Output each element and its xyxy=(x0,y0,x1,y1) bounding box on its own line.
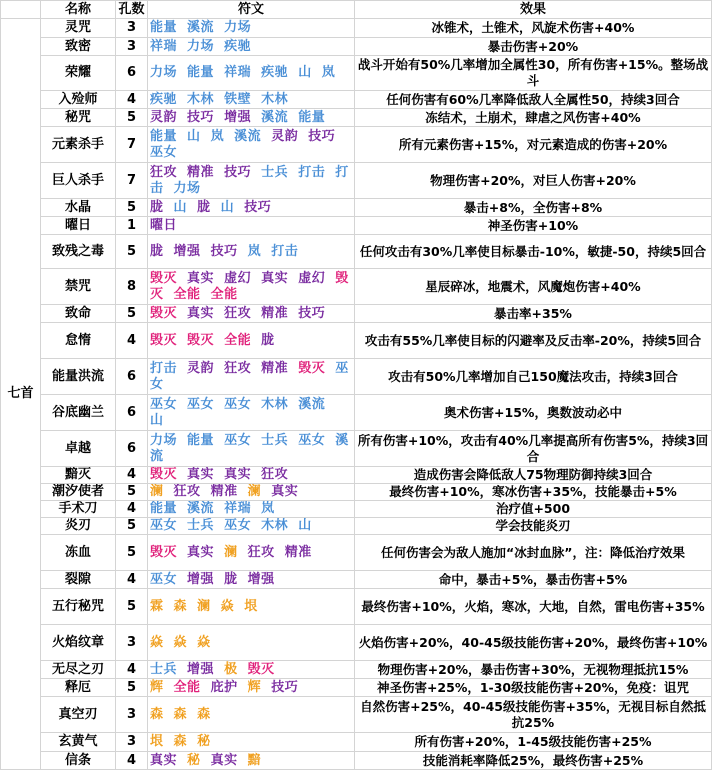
runes-cell xyxy=(148,56,355,91)
rune-word-name: 黯灭 xyxy=(41,467,116,484)
rune-label: 能量 xyxy=(187,432,215,448)
hole-count: 3 xyxy=(116,733,148,752)
rune-label: 全能 xyxy=(210,286,238,302)
runes-cell xyxy=(148,199,355,217)
effect-text: 治疗值+500 xyxy=(355,501,712,518)
runes-cell xyxy=(148,484,355,501)
rune-label: 巫女 xyxy=(150,396,178,412)
hole-count: 3 xyxy=(116,697,148,733)
hole-count: 6 xyxy=(116,395,148,431)
rune-word-name: 卓越 xyxy=(41,431,116,467)
rune-label: 真实 xyxy=(271,484,299,499)
rune-label: 溪流 xyxy=(261,109,289,125)
runes-cell xyxy=(148,305,355,323)
hole-count: 6 xyxy=(116,56,148,91)
rune-label: 巫女 xyxy=(224,396,252,412)
hole-count: 1 xyxy=(116,217,148,235)
rune-word-name: 巨人杀手 xyxy=(41,163,116,199)
rune-word-name: 真空刃 xyxy=(41,697,116,733)
rune-label: 山 xyxy=(150,412,164,428)
rune-label: 狂攻 xyxy=(224,305,252,321)
rune-label: 毁灭 xyxy=(150,305,178,321)
rune-label: 焱 xyxy=(220,598,235,614)
hole-count: 5 xyxy=(116,679,148,697)
rune-label: 能量 xyxy=(187,65,215,80)
runes-cell xyxy=(148,679,355,697)
rune-word-name: 元素杀手 xyxy=(41,127,116,163)
rune-word-name: 秘咒 xyxy=(41,109,116,127)
rune-label: 技巧 xyxy=(298,305,326,321)
runes-cell xyxy=(148,127,355,163)
header-runes: 符文 xyxy=(148,1,355,19)
rune-label: 力场 xyxy=(173,180,201,196)
effect-text: 战斗开始有50%几率增加全属性30，所有伤害+15%。整场战斗 xyxy=(355,56,712,91)
rune-label: 增强 xyxy=(187,571,215,587)
rune-label: 毁灭 xyxy=(298,360,326,376)
rune-word-name: 入殓师 xyxy=(41,91,116,109)
rune-label: 澜 xyxy=(197,598,211,614)
rune-label: 狂攻 xyxy=(224,360,252,376)
rune-label: 巫女 xyxy=(150,518,178,533)
rune-label: 木林 xyxy=(261,518,289,533)
runes-cell xyxy=(148,395,355,431)
rune-word-name: 释厄 xyxy=(41,679,116,697)
hole-count: 4 xyxy=(116,467,148,484)
rune-label: 增强 xyxy=(173,243,201,259)
rune-label: 木林 xyxy=(261,396,289,412)
rune-word-name: 致密 xyxy=(41,38,116,56)
table-row xyxy=(1,91,712,109)
table-row xyxy=(1,395,712,431)
table-row xyxy=(1,127,712,163)
rune-label: 真实 xyxy=(187,467,215,482)
hole-count: 5 xyxy=(116,109,148,127)
rune-label: 毁灭 xyxy=(150,332,178,348)
effect-text: 任何攻击有30%几率使目标暴击-10%，敏捷-50，持续5回合 xyxy=(355,235,712,269)
rune-label: 山 xyxy=(173,199,188,215)
rune-label: 毁灭 xyxy=(150,270,178,286)
runes-cell xyxy=(148,501,355,518)
rune-label: 澜 xyxy=(224,544,238,560)
rune-word-name: 致命 xyxy=(41,305,116,323)
rune-label: 真实 xyxy=(210,752,238,768)
effect-text: 攻击有55%几率使目标的闪避率及反击率-20%，持续5回合 xyxy=(355,323,712,359)
effect-text: 冻结术，土崩术，肆虐之风伤害+40% xyxy=(355,109,712,127)
effect-text: 所有元素伤害+15%，对元素造成的伤害+20% xyxy=(355,127,712,163)
runes-cell xyxy=(148,217,355,235)
rune-label: 澜 xyxy=(150,484,164,499)
runes-cell xyxy=(148,571,355,589)
rune-label: 士兵 xyxy=(261,432,289,448)
table-row xyxy=(1,56,712,91)
rune-label: 溪流 xyxy=(234,128,262,144)
effect-text: 冰锥术，土锥术，风旋术伤害+40% xyxy=(355,19,712,38)
table-row xyxy=(1,679,712,697)
rune-word-name: 灵咒 xyxy=(41,19,116,38)
hole-count: 5 xyxy=(116,518,148,535)
hole-count: 8 xyxy=(116,269,148,305)
hole-count: 4 xyxy=(116,501,148,518)
effect-text: 自然伤害+25%，40-45级技能伤害+35%，无视目标自然抵抗25% xyxy=(355,697,712,733)
table-body xyxy=(1,19,712,770)
rune-word-name: 致残之毒 xyxy=(41,235,116,269)
rune-label: 山 xyxy=(298,518,312,533)
rune-label: 疾驰 xyxy=(150,91,178,107)
header-name: 名称 xyxy=(41,1,116,19)
effect-text: 攻击有50%几率增加自己150魔法攻击，持续3回合 xyxy=(355,359,712,395)
table-row xyxy=(1,431,712,467)
table-row xyxy=(1,199,712,217)
effect-text: 星辰碎冰，地震术，风魔炮伤害+40% xyxy=(355,269,712,305)
table-row xyxy=(1,501,712,518)
rune-label: 全能 xyxy=(173,679,201,695)
rune-label: 巫女 xyxy=(224,518,252,533)
rune-label: 技巧 xyxy=(187,109,215,125)
rune-label: 技巧 xyxy=(244,199,272,215)
rune-label: 真实 xyxy=(187,270,215,286)
runes-cell xyxy=(148,19,355,38)
rune-label: 力场 xyxy=(187,38,215,54)
rune-label: 灵韵 xyxy=(271,128,299,144)
rune-label: 能量 xyxy=(298,109,326,125)
rune-label: 溪流 xyxy=(187,501,215,516)
rune-label: 增强 xyxy=(187,661,215,677)
hole-count: 3 xyxy=(116,625,148,661)
rune-word-name: 冻血 xyxy=(41,535,116,571)
table-row xyxy=(1,697,712,733)
rune-word-name: 玄黄气 xyxy=(41,733,116,752)
rune-label: 巫女 xyxy=(224,432,252,448)
rune-label: 溪流 xyxy=(187,20,215,35)
rune-label: 士兵 xyxy=(187,518,215,533)
effect-text: 神圣伤害+25%，1-30级技能伤害+20%，免疫：诅咒 xyxy=(355,679,712,697)
hole-count: 3 xyxy=(116,38,148,56)
rune-label: 胧 xyxy=(261,332,275,348)
hole-count: 6 xyxy=(116,359,148,395)
rune-label: 木林 xyxy=(261,91,289,107)
rune-label: 真实 xyxy=(150,752,178,768)
rune-label: 焱 xyxy=(150,634,164,650)
rune-label: 虚幻 xyxy=(298,270,326,286)
hole-count: 4 xyxy=(116,752,148,770)
rune-label: 精准 xyxy=(187,164,215,180)
effect-text: 造成伤害会降低敌人75物理防御持续3回合 xyxy=(355,467,712,484)
runes-cell xyxy=(148,752,355,770)
rune-label: 澜 xyxy=(247,484,262,499)
rune-label: 祥瑞 xyxy=(224,65,252,80)
rune-label: 狂攻 xyxy=(261,467,289,482)
effect-text: 火焰伤害+20%，40-45级技能伤害+20%，最终伤害+10% xyxy=(355,625,712,661)
table-row xyxy=(1,625,712,661)
effect-text: 最终伤害+10%，火焰，寒冰，大地，自然，雷电伤害+35% xyxy=(355,589,712,625)
hole-count: 5 xyxy=(116,535,148,571)
rune-word-name: 五行秘咒 xyxy=(41,589,116,625)
rune-label: 精准 xyxy=(284,544,312,560)
runes-cell xyxy=(148,589,355,625)
runes-cell xyxy=(148,697,355,733)
runes-cell xyxy=(148,109,355,127)
rune-label: 灵韵 xyxy=(150,109,178,125)
rune-word-name: 怠惰 xyxy=(41,323,116,359)
rune-label: 垠 xyxy=(150,734,164,749)
rune-label: 山 xyxy=(298,65,312,80)
table-row xyxy=(1,661,712,679)
rune-label: 焱 xyxy=(173,634,188,650)
effect-text: 技能消耗率降低25%，最终伤害+25% xyxy=(355,752,712,770)
effect-text: 暴击+8%，全伤害+8% xyxy=(355,199,712,217)
rune-label: 打击 xyxy=(150,164,349,196)
rune-label: 增强 xyxy=(224,109,252,125)
runes-cell xyxy=(148,431,355,467)
rune-label: 庇护 xyxy=(210,679,238,695)
hole-count: 5 xyxy=(116,235,148,269)
table-row xyxy=(1,305,712,323)
table-row xyxy=(1,518,712,535)
hole-count: 4 xyxy=(116,571,148,589)
rune-word-name: 信条 xyxy=(41,752,116,770)
rune-label: 溪流 xyxy=(150,432,349,464)
rune-label: 力场 xyxy=(150,432,178,448)
rune-word-name: 无尽之刃 xyxy=(41,661,116,679)
rune-label: 能量 xyxy=(150,501,178,516)
effect-text: 神圣伤害+10% xyxy=(355,217,712,235)
rune-word-name: 荣耀 xyxy=(41,56,116,91)
effect-text: 学会技能炎刃 xyxy=(355,518,712,535)
rune-label: 疾驰 xyxy=(261,65,289,80)
rune-label: 森 xyxy=(197,706,211,722)
runes-cell xyxy=(148,535,355,571)
rune-label: 秘 xyxy=(187,752,201,768)
runes-cell xyxy=(148,625,355,661)
hole-count: 7 xyxy=(116,163,148,199)
rune-label: 岚 xyxy=(321,65,336,80)
rune-label: 灵韵 xyxy=(187,360,215,376)
rune-label: 打击 xyxy=(150,360,178,376)
table-row xyxy=(1,109,712,127)
hole-count: 5 xyxy=(116,484,148,501)
rune-label: 胧 xyxy=(224,571,238,587)
rune-word-name: 潮汐使者 xyxy=(41,484,116,501)
effect-text: 暴击伤害+20% xyxy=(355,38,712,56)
rune-label: 巫女 xyxy=(298,432,326,448)
rune-word-name: 水晶 xyxy=(41,199,116,217)
runes-cell xyxy=(148,235,355,269)
rune-label: 狂攻 xyxy=(173,484,201,499)
rune-label: 岚 xyxy=(247,243,262,259)
hole-count: 3 xyxy=(116,19,148,38)
table-row xyxy=(1,484,712,501)
rune-label: 祥瑞 xyxy=(150,38,178,54)
rune-label: 木林 xyxy=(187,91,215,107)
rune-label: 士兵 xyxy=(261,164,289,180)
rune-word-name: 炎刃 xyxy=(41,518,116,535)
table-row xyxy=(1,467,712,484)
runes-cell xyxy=(148,163,355,199)
effect-text: 所有伤害+10%，攻击有40%几率提高所有伤害5%，持续3回合 xyxy=(355,431,712,467)
effect-text: 物理伤害+20%，对巨人伤害+20% xyxy=(355,163,712,199)
effect-text: 命中，暴击+5%，暴击伤害+5% xyxy=(355,571,712,589)
effect-text: 最终伤害+10%，寒冰伤害+35%，技能暴击+5% xyxy=(355,484,712,501)
rune-label: 毁灭 xyxy=(150,467,178,482)
rune-label: 胧 xyxy=(197,199,211,215)
effect-text: 任何伤害有60%几率降低敌人全属性50，持续3回合 xyxy=(355,91,712,109)
hole-count: 5 xyxy=(116,589,148,625)
rune-label: 毁灭 xyxy=(150,544,178,560)
table-row xyxy=(1,571,712,589)
rune-label: 精准 xyxy=(210,484,238,499)
effect-text: 所有伤害+20%，1-45级技能伤害+25% xyxy=(355,733,712,752)
rune-label: 士兵 xyxy=(150,661,178,677)
rune-label: 技巧 xyxy=(224,164,252,180)
rune-label: 精准 xyxy=(261,305,289,321)
table-row xyxy=(1,359,712,395)
hole-count: 4 xyxy=(116,323,148,359)
rune-label: 焱 xyxy=(197,634,211,650)
rune-label: 极 xyxy=(224,661,238,677)
category-cell: 七首 xyxy=(1,19,41,770)
rune-label: 技巧 xyxy=(271,679,299,695)
rune-label: 辉 xyxy=(247,679,262,695)
rune-label: 山 xyxy=(220,199,235,215)
rune-label: 虚幻 xyxy=(224,270,252,286)
rune-label: 巫女 xyxy=(150,571,178,587)
rune-label: 全能 xyxy=(173,286,201,302)
hole-count: 4 xyxy=(116,91,148,109)
rune-word-name: 能量洪流 xyxy=(41,359,116,395)
rune-label: 巫女 xyxy=(150,360,349,392)
rune-label: 狂攻 xyxy=(247,544,275,560)
rune-word-name: 火焰纹章 xyxy=(41,625,116,661)
runes-cell xyxy=(148,467,355,484)
runes-cell xyxy=(148,38,355,56)
rune-label: 森 xyxy=(173,734,188,749)
runes-cell xyxy=(148,359,355,395)
table-row xyxy=(1,752,712,770)
rune-label: 狂攻 xyxy=(150,164,178,180)
effect-text: 任何伤害会为敌人施加“冰封血脉”，注：降低治疗效果 xyxy=(355,535,712,571)
hole-count: 5 xyxy=(116,199,148,217)
rune-label: 岚 xyxy=(261,501,275,516)
header-category xyxy=(1,1,41,19)
rune-label: 森 xyxy=(173,706,188,722)
table-row xyxy=(1,217,712,235)
rune-word-name: 谷底幽兰 xyxy=(41,395,116,431)
table-row xyxy=(1,269,712,305)
table-row xyxy=(1,323,712,359)
rune-label: 力场 xyxy=(224,20,252,35)
rune-label: 胧 xyxy=(150,199,164,215)
rune-label: 山 xyxy=(187,128,201,144)
rune-label: 技巧 xyxy=(210,243,238,259)
rune-label: 毁灭 xyxy=(150,270,349,302)
rune-label: 巫女 xyxy=(187,396,215,412)
rune-label: 森 xyxy=(173,598,188,614)
runes-cell xyxy=(148,733,355,752)
rune-label: 真实 xyxy=(224,467,252,482)
rune-label: 毁灭 xyxy=(187,332,215,348)
rune-word-name: 裂隙 xyxy=(41,571,116,589)
rune-label: 胧 xyxy=(150,243,164,259)
rune-label: 力场 xyxy=(150,65,178,80)
rune-label: 能量 xyxy=(150,20,178,35)
table-row xyxy=(1,38,712,56)
rune-label: 辉 xyxy=(150,679,164,695)
rune-label: 打击 xyxy=(298,164,326,180)
rune-word-name: 手术刀 xyxy=(41,501,116,518)
hole-count: 4 xyxy=(116,661,148,679)
rune-label: 垠 xyxy=(244,598,258,614)
runes-cell xyxy=(148,269,355,305)
rune-label: 黯 xyxy=(247,752,262,768)
rune-label: 精准 xyxy=(261,360,289,376)
rune-label: 能量 xyxy=(150,128,178,144)
rune-label: 溪流 xyxy=(298,396,326,412)
runes-cell xyxy=(148,518,355,535)
rune-label: 秘 xyxy=(197,734,211,749)
rune-label: 毁灭 xyxy=(247,661,275,677)
table-row xyxy=(1,589,712,625)
rune-label: 祥瑞 xyxy=(224,501,252,516)
header-holes: 孔数 xyxy=(116,1,148,19)
rune-label: 打击 xyxy=(271,243,299,259)
rune-label: 疾驰 xyxy=(224,38,252,54)
hole-count: 7 xyxy=(116,127,148,163)
rune-label: 森 xyxy=(150,706,164,722)
runes-cell xyxy=(148,323,355,359)
rune-label: 曜日 xyxy=(150,217,178,233)
header-row xyxy=(1,1,712,19)
rune-word-name: 曜日 xyxy=(41,217,116,235)
table-row xyxy=(1,235,712,269)
rune-word-name: 禁咒 xyxy=(41,269,116,305)
effect-text: 奥术伤害+15%，奥数波动必中 xyxy=(355,395,712,431)
effect-text: 物理伤害+20%，暴击伤害+30%，无视物理抵抗15% xyxy=(355,661,712,679)
rune-label: 全能 xyxy=(224,332,252,348)
runes-cell xyxy=(148,91,355,109)
rune-label: 岚 xyxy=(210,128,225,144)
rune-label: 真实 xyxy=(261,270,289,286)
table-row xyxy=(1,535,712,571)
rune-label: 铁壁 xyxy=(224,91,252,107)
header-effect: 效果 xyxy=(355,1,712,19)
effect-text: 暴击率+35% xyxy=(355,305,712,323)
hole-count: 6 xyxy=(116,431,148,467)
hole-count: 5 xyxy=(116,305,148,323)
table-row xyxy=(1,163,712,199)
rune-label: 霖 xyxy=(150,598,164,614)
rune-label: 真实 xyxy=(187,544,215,560)
rune-label: 真实 xyxy=(187,305,215,321)
rune-label: 增强 xyxy=(247,571,275,587)
rune-label: 技巧 xyxy=(308,128,336,144)
runes-cell xyxy=(148,661,355,679)
table-row xyxy=(1,19,712,38)
table-row xyxy=(1,733,712,752)
rune-label: 巫女 xyxy=(150,144,178,160)
